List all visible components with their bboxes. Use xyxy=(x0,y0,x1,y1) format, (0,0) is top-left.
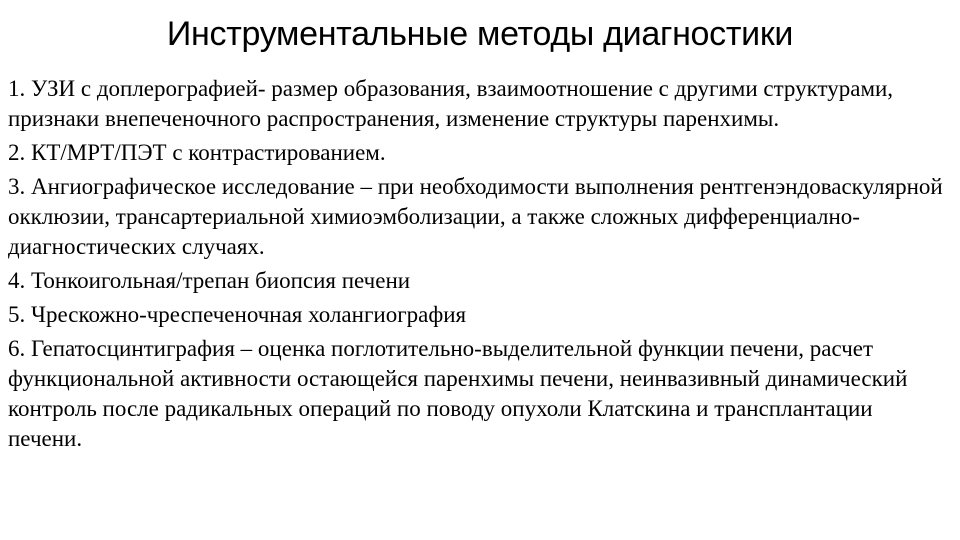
list-item-biopsy: 4. Тонкоигольная/трепан биопсия печени xyxy=(8,268,411,293)
list-item-angiography: 3. Ангиографическое исследование – при необходимости выполнения рентгенэндоваскулярной окклюзии, трансартериальной химиоэмболизации, а также сложных дифференциално-диагностических случаях. xyxy=(8,174,943,259)
diagnostics-methods-list xyxy=(8,74,952,458)
list-item-uzi: 1. УЗИ с доплерографией- размер образования, взаимоотношение с другими структурами, признаки внепеченочного распространения, изменение структуры паренхимы. xyxy=(8,76,894,131)
list-item-cholangiography: 5. Чрескожно-чреспеченочная холангиография xyxy=(8,302,467,327)
list-item-ct-mri-pet: 2. КТ/МРТ/ПЭТ с контрастированием. xyxy=(8,140,386,165)
slide-title: Инструментальные методы диагностики xyxy=(166,15,794,53)
list-item-hepatoscintigraphy: 6. Гепатосцинтиграфия – оценка поглотительно-выделительной функции печени, расчет функциональной активности остающейся паренхимы печени, неинвазивный динамический контроль после радикальных операций по поводу опухоли Клатскина и трансплантации печени. xyxy=(8,336,908,451)
